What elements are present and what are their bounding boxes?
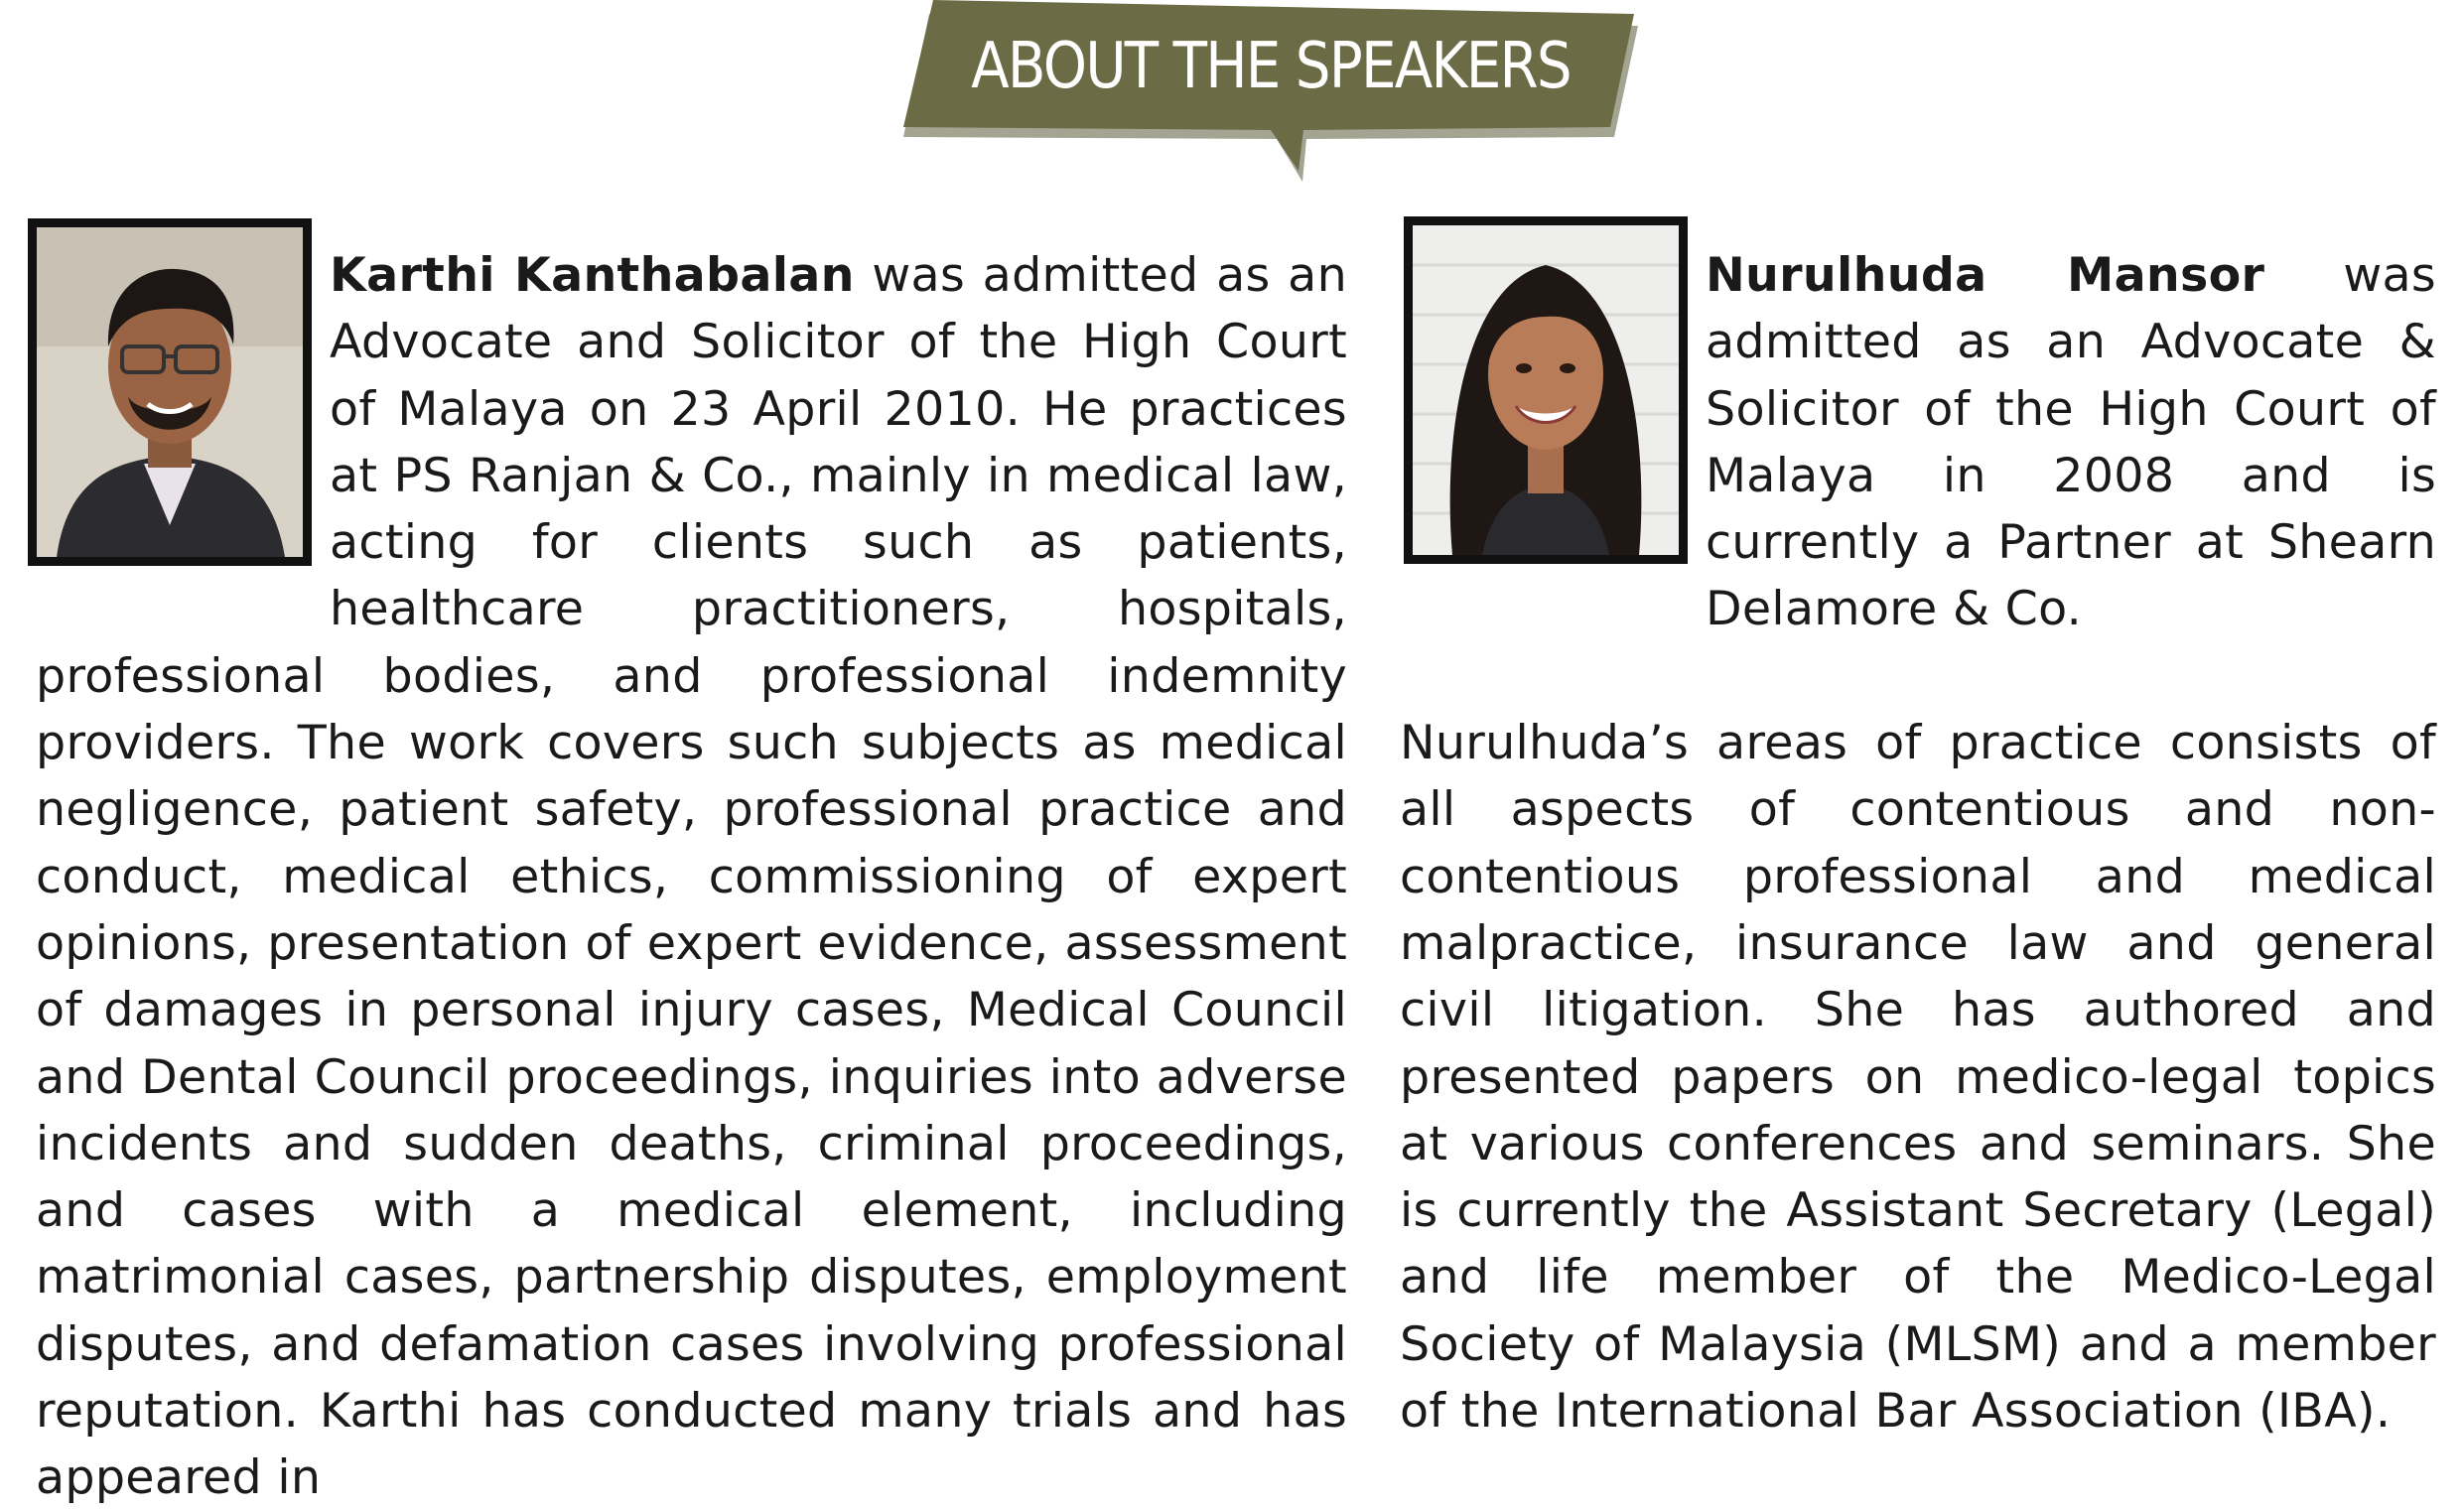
photo-spacer <box>36 242 330 580</box>
speaker-bio-karthi <box>36 242 1347 1512</box>
speaker-name: Karthi Kanthabalan <box>330 248 855 303</box>
bio-text: was admitted as an Advocate & Solicitor of the High Court of Malaya in 2008 and is currently a Partner at Shearn Delamore & Co. <box>1706 248 2436 637</box>
bio-paragraph: Nurulhuda’s areas of practice consists of all aspects of contentious and non-contentious professional and medical malpractice, insurance law and general civil litigation. She has authored and presented papers on medico-legal topics at various conferences and seminars. She is currently the Assistant Secretary (Legal) and life member of the Medico-Legal Society of Malaysia (MLSM) and a member of the International Bar Association (IBA). <box>1400 716 2436 1440</box>
photo-spacer <box>1400 242 1706 580</box>
bio-text: was admitted as an Advocate and Solicitor of the High Court of Malaya on 23 April 2010. He practices at PS Ranjan & Co., mainly in medical law, acting for clients such as patients, healthcare practitioners, hospitals, professional bodies, and professional indemnity providers. The work covers such subjects as medical negligence, patient safety, professional practice and conduct, medical ethics, commissioning of expert opinions, presentation of expert evidence, assessment of damages in personal injury cases, Medical Council and Dental Council proceedings, inquiries into adverse incidents and sudden deaths, criminal proceedings, and cases with a medical element, including matrimonial cases, partnership disputes, employment disputes, and defamation cases involving professional reputation. Karthi has conducted many trials and has appeared in <box>36 248 1347 1506</box>
speaker-bio-nurulhuda <box>1400 242 2436 1444</box>
speaker-name: Nurulhuda Mansor <box>1706 248 2265 303</box>
section-banner <box>903 0 1638 184</box>
banner-title: ABOUT THE SPEAKERS <box>971 30 1571 103</box>
